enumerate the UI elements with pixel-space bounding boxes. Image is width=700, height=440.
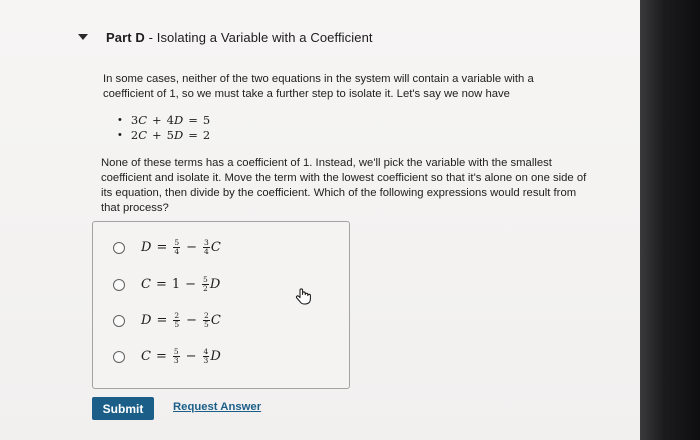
equation-list	[118, 113, 210, 143]
caret-down-icon[interactable]	[78, 34, 88, 40]
equation-item: • 2 C + 5 D = 2	[118, 128, 211, 142]
part-title: Part D - Isolating a Variable with a Coefficient	[106, 29, 373, 45]
radio-button[interactable]	[113, 279, 125, 291]
choice-option-3[interactable]	[113, 312, 221, 329]
radio-button[interactable]	[113, 242, 125, 254]
radio-button[interactable]	[113, 315, 125, 327]
request-answer-link[interactable]: Request Answer	[173, 401, 262, 413]
choice-option-2[interactable]	[113, 276, 220, 293]
submit-button[interactable]: Submit	[92, 397, 154, 420]
equation-item: • 3 C + 4 D = 5	[118, 113, 211, 127]
choice-expression: D = $\frac{2}{5}$ − $\frac{2}{5}$ C	[141, 311, 221, 329]
question-paragraph: None of these terms has a coefficient of 1. Instead, we'll pick the variable with the smallest coefficient and isolate it. Move the term with the lowest coefficient so that it's alone on one side of its equation, then divide by the coefficient. Which of the following expressions would result from that process?	[101, 157, 587, 214]
choice-option-4[interactable]	[113, 348, 221, 365]
choice-option-1[interactable]	[113, 239, 221, 256]
hand-pointer-icon	[294, 286, 314, 306]
dark-screen-edge	[640, 0, 700, 440]
intro-paragraph: In some cases, neither of the two equations in the system will contain a variable with a coefficient of 1, so we must take a further step to isolate it. Let's say we now have	[103, 73, 534, 100]
choice-expression: C = 1 − $\frac{5}{2}$ D	[141, 275, 221, 293]
choice-expression: C = $\frac{5}{3}$ − $\frac{4}{3}$ D	[141, 347, 221, 365]
bullet: •	[118, 129, 122, 141]
part-d-header-toggle[interactable]	[78, 26, 373, 48]
bullet: •	[118, 114, 122, 126]
radio-button[interactable]	[113, 351, 125, 363]
choice-expression: D = $\frac{5}{4}$ − $\frac{3}{4}$ C	[141, 238, 221, 256]
